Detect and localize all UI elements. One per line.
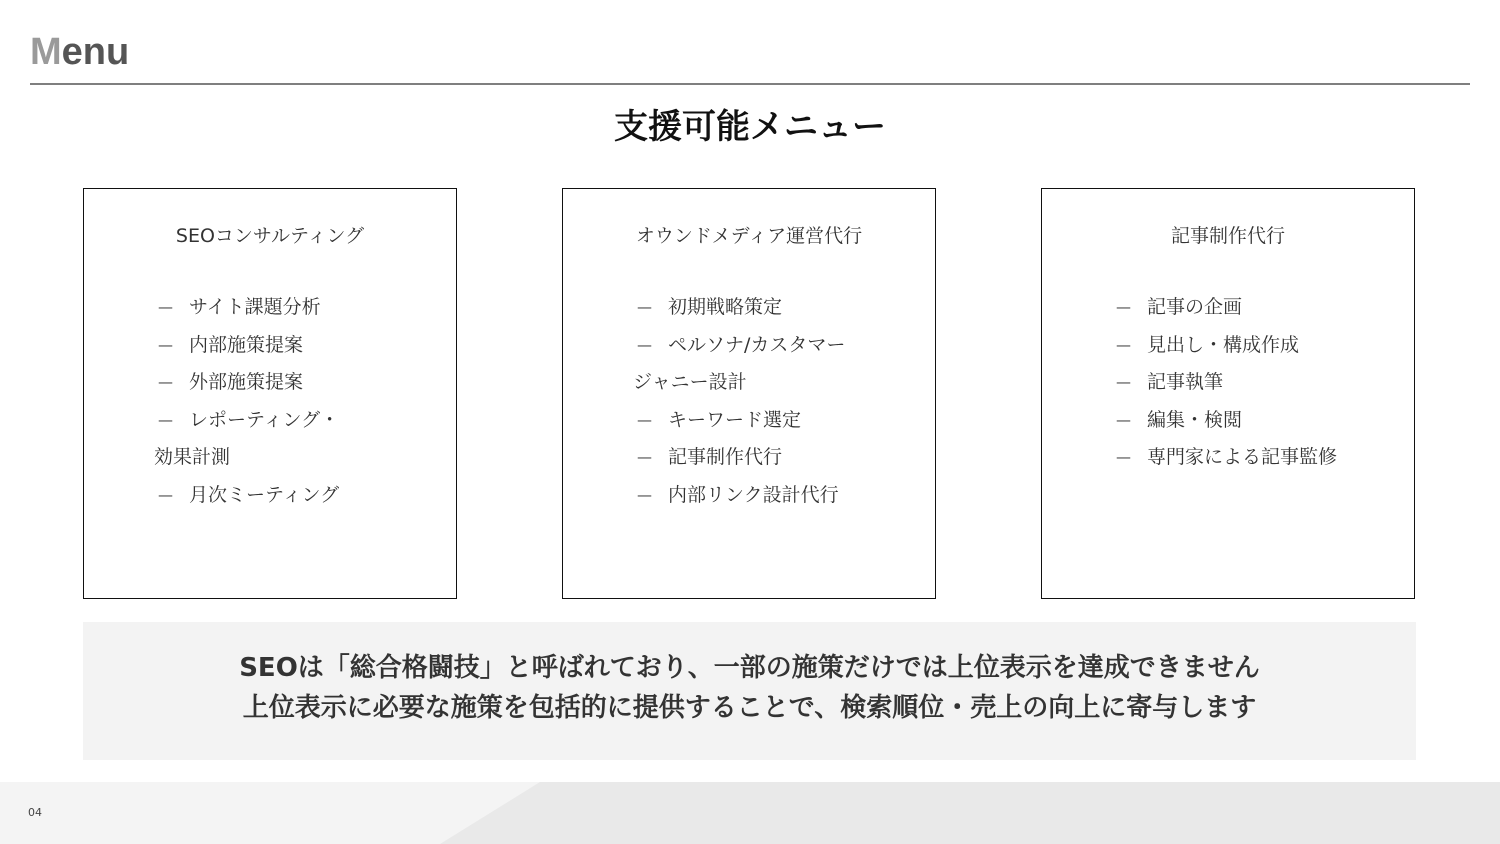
card-title: 記事制作代行 (1170, 225, 1285, 247)
list-item (158, 364, 408, 402)
list-item-label: サイト課題分析 (189, 296, 321, 318)
card-owned-media (562, 188, 936, 599)
list-item (637, 477, 887, 515)
card-seo-consulting (83, 188, 457, 599)
dash-bullet: — (158, 335, 173, 354)
dash-bullet: — (1116, 448, 1131, 466)
banner-line-1: SEOは「総合格闘技」と呼ばれており、一部の施策だけでは上位表示を達成できません (239, 653, 1260, 683)
card-title: オウンドメディア運営代行 (635, 225, 863, 247)
summary-banner (83, 622, 1416, 760)
dash-bullet: — (637, 448, 652, 466)
page-number: 04 (28, 806, 42, 819)
list-item-continuation (633, 364, 887, 402)
list-item-continuation (154, 439, 408, 477)
banner-line-2: 上位表示に必要な施策を包括的に提供することで、検索順位・売上の向上に寄与します (242, 693, 1257, 723)
list-item-label: 効果計測 (154, 446, 231, 468)
list-item-label: 記事制作代行 (668, 446, 783, 468)
list-item (158, 402, 408, 440)
dash-bullet: — (637, 335, 652, 354)
list-item-label: 専門家による記事監修 (1147, 446, 1338, 468)
list-item (637, 402, 887, 440)
main-title: 支援可能メニュー (614, 107, 886, 147)
header-divider (30, 83, 1470, 85)
list-item (637, 439, 887, 477)
dash-bullet: — (637, 298, 652, 316)
list-item-label: ペルソナ/カスタマー (668, 333, 846, 356)
list-item (1116, 327, 1366, 365)
card-article-production (1041, 188, 1415, 599)
list-item-label: 内部施策提案 (189, 333, 304, 356)
list-item (1116, 402, 1366, 440)
list-item (1116, 289, 1366, 327)
list-item-label: ジャニー設計 (633, 371, 747, 393)
dash-bullet: — (158, 373, 173, 391)
footer-diagonal-shape (0, 782, 1500, 844)
list-item-label: 初期戦略策定 (668, 296, 783, 318)
list-item-label: 編集・検閲 (1147, 408, 1243, 431)
card-title: SEOコンサルティング (175, 225, 365, 247)
card-item-list (633, 289, 887, 514)
header-title-rest: enu (61, 31, 130, 73)
dash-bullet: — (637, 485, 652, 504)
list-item (158, 327, 408, 365)
list-item (158, 477, 408, 515)
list-item (637, 289, 887, 327)
list-item-label: 月次ミーティング (189, 483, 340, 506)
list-item-label: レポーティング・ (189, 408, 340, 431)
list-item (158, 289, 408, 327)
list-item (637, 327, 887, 365)
list-item-label: キーワード選定 (668, 408, 802, 431)
dash-bullet: — (1116, 410, 1131, 429)
list-item-label: 内部リンク設計代行 (668, 483, 839, 506)
list-item-label: 記事の企画 (1147, 296, 1243, 318)
dash-bullet: — (1116, 373, 1131, 391)
dash-bullet: — (158, 298, 173, 316)
header-title (30, 30, 129, 74)
card-item-list (1116, 289, 1366, 477)
footer-band (0, 782, 1500, 844)
dash-bullet: — (1116, 298, 1131, 316)
dash-bullet: — (1116, 335, 1131, 354)
list-item-label: 見出し・構成作成 (1147, 333, 1300, 356)
dash-bullet: — (637, 410, 652, 429)
list-item (1116, 364, 1366, 402)
header-title-first-letter: M (30, 31, 62, 73)
list-item-label: 外部施策提案 (189, 371, 304, 393)
dash-bullet: — (158, 410, 173, 429)
dash-bullet: — (158, 485, 173, 504)
card-item-list (154, 289, 408, 514)
list-item-label: 記事執筆 (1147, 371, 1224, 393)
list-item (1116, 439, 1366, 477)
